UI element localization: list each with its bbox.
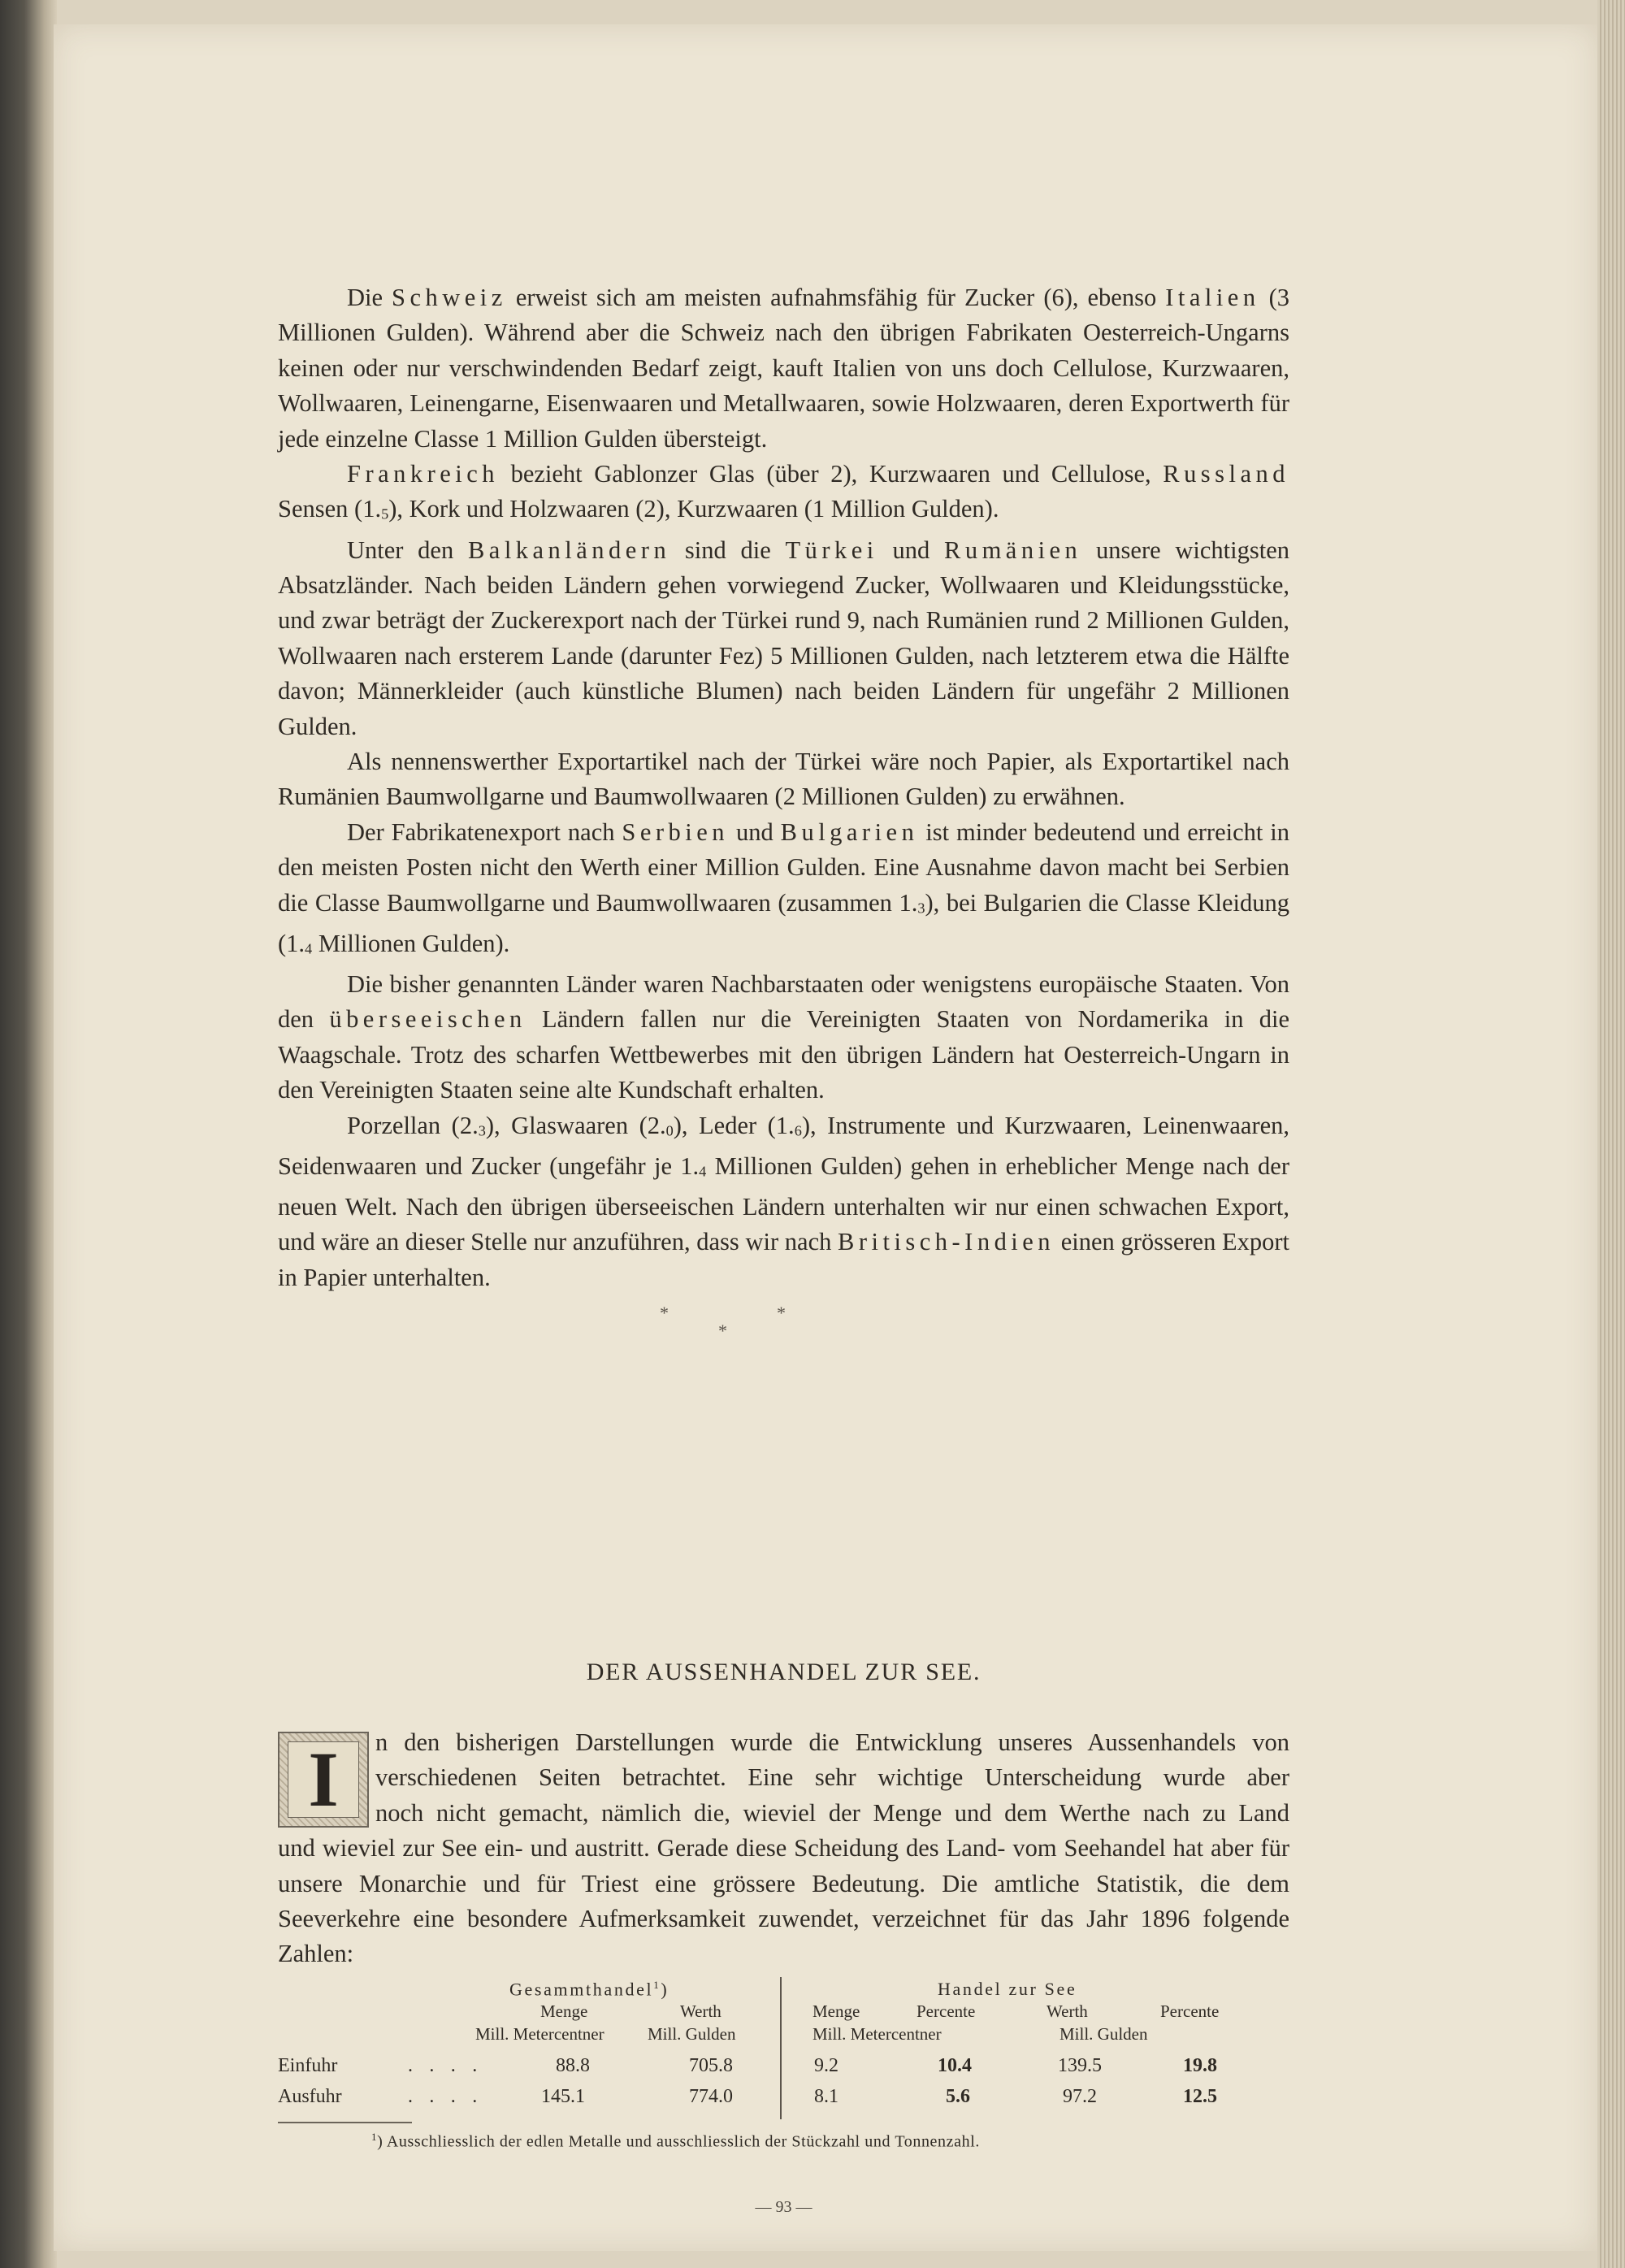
statistics-table xyxy=(278,1971,1289,2125)
row-dots: . . . . xyxy=(408,2055,483,2076)
col-werth-see: Werth xyxy=(1046,2001,1088,2021)
page-edges xyxy=(1597,0,1625,2268)
cell-see-percente-2: 19.8 xyxy=(1183,2055,1217,2076)
page-number: — 93 — xyxy=(755,2198,812,2216)
table-divider xyxy=(780,1977,782,2119)
footnote: $^1$) Ausschliesslich der edlen Metalle und ausschliesslich der Stückzahl und Tonnenzahl. xyxy=(371,2131,980,2151)
cell-werth: 774.0 xyxy=(689,2086,733,2107)
cell-see-percente: 5.6 xyxy=(946,2086,970,2107)
col-percente: Percente xyxy=(916,2001,976,2021)
col-menge: Menge xyxy=(540,2001,588,2021)
book-binding xyxy=(0,0,57,2268)
paragraph-serbien: Der Fabrikatenexport nach Serbien und Bulgarien ist minder bedeutend und erreicht in den meisten Posten nicht den Werth einer Million Gulden. Eine Ausnahme davon macht bei Serbien die Classe Baumwollgarne und Baumwollwaaren (zusammen $1._3$), bei Bulgarien die Classe Kleidung ($1._4$ Millionen Gulden). xyxy=(278,817,1290,957)
footnote-rule xyxy=(278,2122,412,2123)
separator-star: * xyxy=(777,1303,786,1323)
paragraph-balkan: Unter den Balkanländern sind die Türkei und Rumänien unsere wichtigsten Absatzländer. Nach beiden Ländern gehen vorwiegend Zucker, Wollwaaren und Kleidungsstücke, und zwar beträgt der Zuckerexport nach der Türkei rund 9, nach Rumänien rund 2 Millionen Gulden, Wollwaaren nach ersterem Lande (darunter Fez) 5 Millionen Gulden, nach letzterem etwa die Hälfte davon; Männerkleider (auch künstliche Blumen) nach beiden Ländern für ungefähr 2 Millionen Gulden. xyxy=(278,536,1290,740)
cell-see-menge: 8.1 xyxy=(814,2086,838,2107)
table-group-gesammthandel: Gesammthandel$^1$) xyxy=(509,1979,670,2000)
unit-gulden-see: Mill. Gulden xyxy=(1060,2024,1148,2044)
paragraph-ueberseeisch: Die bisher genannten Länder waren Nachbarstaaten oder wenigstens europäische Staaten. Von den überseeischen Ländern fallen nur die Vereinigten Staaten von Nordamerika in die Waagschale. Trotz des scharfen Wettbewerbes mit den übrigen Ländern hat Oesterreich-Ungarn in den Vereinigten Staaten seine alte Kundschaft erhalten. xyxy=(278,969,1289,1104)
unit-gulden: Mill. Gulden xyxy=(648,2024,736,2044)
unit-metercentner-see: Mill. Metercentner xyxy=(812,2024,942,2044)
paragraph-exportartikel: Als nennenswerther Exportartikel nach der Türkei wäre noch Papier, als Exportartikel nach Rumänien Baumwollgarne und Baumwollwaaren (2 Millionen Gulden) zu erwähnen. xyxy=(278,748,1289,811)
paragraph-porzellan: Porzellan $(2._3)$, Glaswaaren $(2._0)$, Leder $(1._6)$, Instrumente und Kurzwaaren, Leinenwaaren, Seidenwaaren und Zucker (ungefähr je $1._4$ Millionen Gulden) gehen in erheblicher Menge nach der neuen Welt. Nach den übrigen überseeischen Ländern unterhalten wir nur einen schwachen Export, und wäre an dieser Stelle nur anzuführen, dass wir nach Britisch-Indien einen grösseren Export in Papier unterhalten. xyxy=(278,1111,1290,1291)
cell-see-menge: 9.2 xyxy=(814,2055,838,2076)
col-werth: Werth xyxy=(680,2001,722,2021)
row-label-einfuhr: Einfuhr xyxy=(278,2055,338,2076)
section-heading: DER AUSSENHANDEL ZUR SEE. xyxy=(586,1659,982,1685)
row-dots: . . . . xyxy=(408,2086,483,2107)
section-paragraph: n den bisherigen Darstellungen wurde die Entwicklung unseres Aussenhandels von verschiedenen Seiten betrachtet. Eine sehr wichtige Unterscheidung wurde aber noch nicht gemacht, nämlich die, wieviel der Menge und dem Werthe nach zu Land und wieviel zur See ein- und austritt. Gerade diese Scheidung des Land- vom Seehandel hat aber für unsere Monarchie und für Triest eine grössere Bedeutung. Die amtliche Statistik, die dem Seeverkehre eine besondere Aufmerksamkeit zuwendet, verzeichnet für das Jahr 1896 folgende Zahlen: xyxy=(278,1728,1289,1968)
cell-see-werth: 97.2 xyxy=(1063,2086,1097,2107)
col-percente-2: Percente xyxy=(1160,2001,1220,2021)
cell-see-percente-2: 12.5 xyxy=(1183,2086,1217,2107)
row-label-ausfuhr: Ausfuhr xyxy=(278,2086,342,2107)
cell-werth: 705.8 xyxy=(689,2055,733,2076)
paragraph-frankreich: Frankreich bezieht Gablonzer Glas (über 2), Kurzwaaren und Cellulose, Russland Sensen $(1._5)$, Kork und Holzwaaren (2), Kurzwaaren (1 Million Gulden). xyxy=(278,460,1289,523)
unit-metercentner: Mill. Metercentner xyxy=(475,2024,604,2044)
cell-see-werth: 139.5 xyxy=(1058,2055,1102,2076)
col-menge-see: Menge xyxy=(812,2001,860,2021)
table-group-handel-zur-see: Handel zur See xyxy=(938,1979,1077,1999)
cell-menge: 145.1 xyxy=(541,2086,585,2107)
separator-star: * xyxy=(718,1320,727,1341)
cell-menge: 88.8 xyxy=(556,2055,590,2076)
paragraph-schweiz: Die Schweiz erweist sich am meisten aufnahmsfähig für Zucker (6), ebenso Italien (3 Millionen Gulden). Während aber die Schweiz nach den übrigen Fabrikaten Oesterreich-Ungarns keinen oder nur verschwindenden Bedarf zeigt, kauft Italien von uns doch Cellulose, Kurzwaaren, Wollwaaren, Leinengarne, Eisenwaaren und Metallwaaren, sowie Holzwaaren, deren Exportwerth für jede einzelne Classe 1 Million Gulden übersteigt. xyxy=(278,284,1289,453)
section-separator xyxy=(278,1303,1289,1351)
page-body xyxy=(278,280,1290,2216)
initial-letter: I xyxy=(308,1736,339,1823)
cell-see-percente: 10.4 xyxy=(938,2055,972,2076)
separator-star: * xyxy=(660,1303,669,1323)
